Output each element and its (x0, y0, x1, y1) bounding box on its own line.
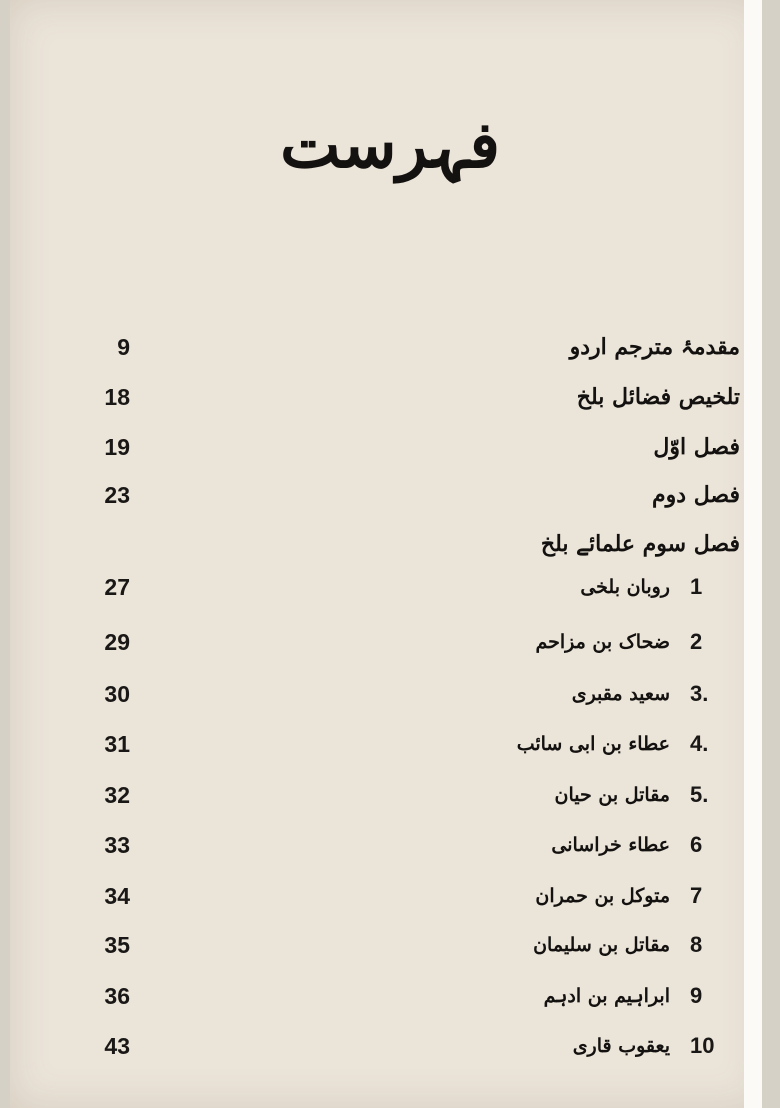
toc-item-index: 1 (690, 574, 703, 599)
toc-item-index: 4. (690, 731, 709, 756)
toc-section-title: مقدمۂ مترجم اردو (569, 334, 740, 360)
toc-item-title: متوکل بن حمران (535, 885, 670, 907)
toc-page-number: 19 (104, 434, 130, 460)
toc-page-number: 29 (104, 629, 130, 655)
toc-page-number: 18 (104, 384, 130, 410)
page-title: فہرست (280, 108, 500, 183)
toc-page-number: 9 (117, 334, 130, 360)
toc-row (0, 773, 780, 817)
toc-section-title: فصل اوّل (653, 434, 740, 460)
toc-row (0, 722, 780, 766)
toc-row (0, 565, 780, 609)
toc-row (0, 620, 780, 664)
toc-page-number: 35 (104, 932, 130, 958)
toc-item-title: مقاتل بن سلیمان (533, 934, 670, 956)
toc-item-title: سعید مقبری (571, 683, 670, 705)
toc-item-index: 3. (690, 681, 709, 706)
toc-page-number: 43 (104, 1033, 130, 1059)
toc-item-title: ابراہیم بن ادہم (543, 985, 670, 1007)
toc-row (0, 974, 780, 1018)
toc-row (0, 325, 780, 369)
toc-item-index: 5. (690, 782, 709, 807)
toc-item-title: روبان بلخی (580, 576, 670, 598)
toc-page-number: 34 (104, 883, 130, 909)
toc-item-title: مقاتل بن حیان (554, 784, 670, 806)
toc-row (0, 522, 780, 566)
toc-page-number: 30 (104, 681, 130, 707)
toc-row (0, 473, 780, 517)
toc-page-number: 33 (104, 832, 130, 858)
toc-section-title: فصل دوم (652, 482, 740, 508)
toc-item-title: عطاء بن ابی سائب (516, 733, 670, 755)
toc-row (0, 375, 780, 419)
toc-section-title: فصل سوم علمائے بلخ (540, 531, 740, 557)
toc-page-number: 23 (104, 482, 130, 508)
toc-item-index: 9 (690, 983, 703, 1008)
toc-page-number: 32 (104, 782, 130, 808)
toc-row (0, 672, 780, 716)
toc-item-title: ضحاک بن مزاحم (535, 631, 670, 653)
toc-item-index: 2 (690, 629, 703, 654)
toc-item-index: 7 (690, 883, 703, 908)
toc-item-index: 6 (690, 832, 703, 857)
toc-item-index: 8 (690, 932, 703, 957)
toc-row (0, 823, 780, 867)
toc-row (0, 923, 780, 967)
toc-row (0, 1024, 780, 1068)
toc-page-number: 36 (104, 983, 130, 1009)
toc-row (0, 874, 780, 918)
toc-item-title: یعقوب قاری (572, 1035, 670, 1057)
toc-page-number: 27 (104, 574, 130, 600)
toc-row (0, 425, 780, 469)
toc-section-title: تلخیص فضائل بلخ (576, 384, 740, 410)
toc-item-title: عطاء خراسانی (551, 834, 670, 856)
toc-item-index: 10 (690, 1033, 715, 1058)
toc-page-number: 31 (104, 731, 130, 757)
